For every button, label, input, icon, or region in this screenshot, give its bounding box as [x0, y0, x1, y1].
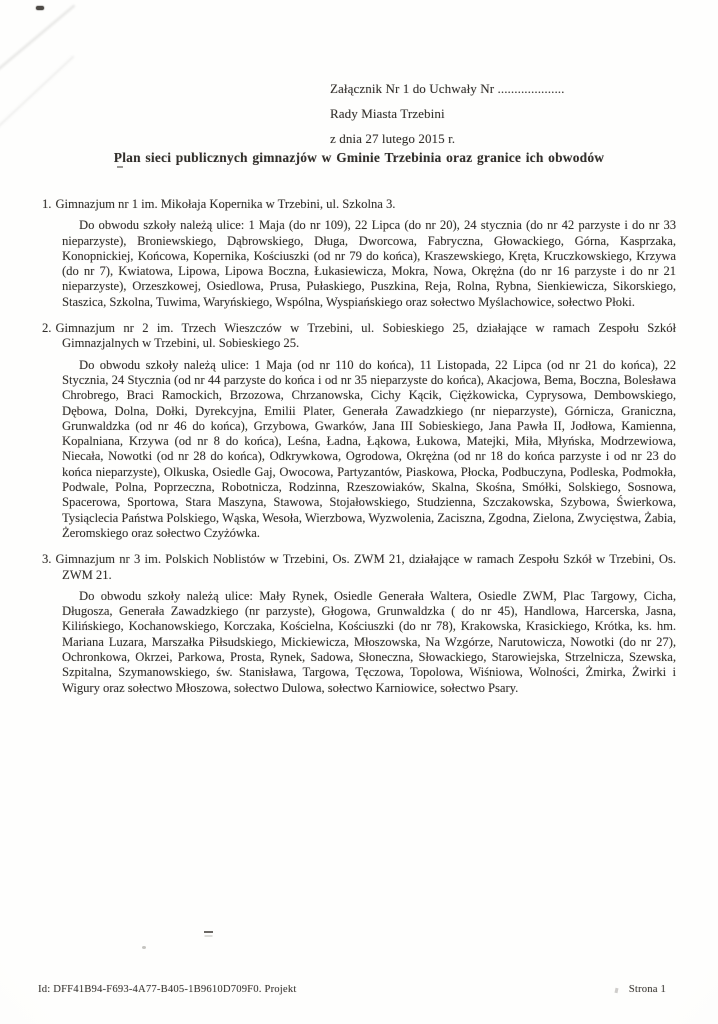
- section-heading: [42, 197, 676, 212]
- page-number: Strona 1: [628, 984, 666, 995]
- section-heading-text: Gimnazjum nr 2 im. Trzech Wieszczów w Trzebini, ul. Sobieskiego 25, działające w ramach Zespołu Szkół Gimnazjalnych w Trzebini, ul. Sobieskiego 25.: [55, 321, 676, 351]
- section-gimnazjum-1: [42, 197, 676, 310]
- document-header: [330, 76, 565, 151]
- section-heading: [42, 552, 676, 583]
- section-street-list: Do obwodu szkoły należą ulice: Mały Rynek, Osiedle Generała Waltera, Osiedle ZWM, Plac Targowy, Cicha, Długosza, Generała Zawadzkiego (nr parzyste), Głogowa, Grunwaldzka ( do nr 45), Handlowa, Harcerska, Jasna, Kilińskiego, Kochanowskiego, Korczaka, Kościelna, Kościuszki (do nr 78), Krakowska, Krasickiego, Krótka, ks. hm. Mariana Luzara, Marszałka Piłsudskiego, Mickiewicza, Młoszowska, Na Wzgórze, Narutowicza, Nowotki (do nr 27), Ochronkowa, Okrzei, Parkowa, Prosta, Rynek, Sadowa, Słoneczna, Słowackiego, Starowiejska, Strzelnicza, Szewska, Szpitalna, Szymanowskiego, św. Stanisława, Targowa, Tęczowa, Topolowa, Wiśniowa, Wolności, Żmirka, Żwirki i Wigury oraz sołectwo Młoszowa, sołectwo Dulowa, sołectwo Karniowice, sołectwo Psary.: [62, 588, 676, 695]
- date-line: z dnia 27 lutego 2015 r.: [330, 131, 456, 146]
- document-footer: [38, 984, 666, 995]
- section-number: 2.: [42, 321, 52, 336]
- document-title: Plan sieci publicznych gimnazjów w Gminie Trzebinia oraz granice ich obwodów: [113, 150, 605, 165]
- council-line: Rady Miasta Trzebini: [330, 106, 445, 121]
- section-heading-text: Gimnazjum nr 1 im. Mikołaja Kopernika w Trzebini, ul. Szkolna 3.: [55, 197, 396, 211]
- scan-speck: [142, 946, 146, 949]
- scan-speck: [117, 166, 123, 168]
- section-number: 3.: [42, 552, 52, 567]
- document-id: Id: DFF41B94-F693-4A77-B405-1B9610D709F0. Projekt: [38, 984, 297, 995]
- section-gimnazjum-3: [42, 552, 676, 696]
- section-heading: [42, 321, 676, 352]
- scan-speck: [36, 6, 44, 10]
- section-heading-text: Gimnazjum nr 3 im. Polskich Noblistów w Trzebini, Os. ZWM 21, działające w ramach Zespołu Szkół w Trzebini, Os. ZWM 21.: [55, 552, 676, 582]
- section-street-list: Do obwodu szkoły należą ulice: 1 Maja (do nr 109), 22 Lipca (do nr 20), 24 stycznia (do nr 42 parzyste i do nr 33 nieparzyste), Broniewskiego, Dąbrowskiego, Długa, Dworcowa, Fabryczna, Głowackiego, Górna, Kasprzaka, Konopnickiej, Końcowa, Kopernika, Kościuszki (od nr 79 do końca), Kraszewskiego, Kręta, Kruczkowskiego, Krzywa (do nr 7), Kwiatowa, Lipowa, Lipowa Boczna, Łukasiewicza, Mokra, Nowa, Okrężna (do nr 16 parzyste i do nr 21 nieparzyste), Orzeszkowej, Osiedlowa, Prusa, Pułaskiego, Puszkina, Reja, Rolna, Rybna, Sienkiewicza, Sikorskiego, Staszica, Szkolna, Tuwima, Waryńskiego, Wspólna, Wyspiańskiego oraz sołectwo Myślachowice, sołectwo Płoki.: [62, 218, 676, 309]
- section-street-list: Do obwodu szkoły należą ulice: 1 Maja (od nr 110 do końca), 11 Listopada, 22 Lipca (od nr 21 do końca), 22 Stycznia, 24 Stycznia (od nr 44 parzyste do końca i od nr 35 nieparzyste do końca), Akacjowa, Bema, Boczna, Bolesława Chrobrego, Braci Ramockich, Brzozowa, Chrzanowska, Cichy Kącik, Ciężkowicka, Cyprysowa, Dembowskiego, Dębowa, Dolna, Dołki, Dyrekcyjna, Emilii Plater, Generała Zawadzkiego (nr nieparzyste), Górnicza, Graniczna, Grunwaldzka (od nr 46 do końca), Grzybowa, Gwarków, Jana III Sobieskiego, Jana Pawła II, Jodłowa, Kamienna, Kopalniana, Krzywa (od nr 8 do końca), Leśna, Ładna, Łąkowa, Łukowa, Matejki, Miła, Młyńska, Modrzewiowa, Niecała, Nowotki (od nr 28 do końca), Odkrywkowa, Ogrodowa, Okrężna (od nr 18 do końca parzyste i od nr 23 do końca nieparzyste), Olkuska, Osiedle Gaj, Owocowa, Partyzantów, Piaskowa, Płocka, Podbuczyna, Podleska, Podmokła, Podwale, Polna, Poprzeczna, Robotnicza, Rodzinna, Rzeszowiaków, Skalna, Skośna, Smółki, Solskiego, Sosnowa, Spacerowa, Sportowa, Stara Maszyna, Stawowa, Stojałowskiego, Studzienna, Szczakowska, Szybowa, Świerkowa, Tysiąclecia Państwa Polskiego, Wąska, Wesoła, Wierzbowa, Wyzwolenia, Zaciszna, Zgodna, Zielona, Zwycięstwa, Żabia, Żeromskiego oraz sołectwo Czyżówka.: [62, 357, 676, 540]
- section-gimnazjum-2: [42, 321, 676, 541]
- attachment-line: Załącznik Nr 1 do Uchwały Nr ....................: [330, 81, 565, 96]
- scan-corner-streak: [0, 55, 75, 138]
- scan-speck: [204, 931, 213, 933]
- section-number: 1.: [42, 197, 52, 211]
- document-body: [42, 197, 676, 707]
